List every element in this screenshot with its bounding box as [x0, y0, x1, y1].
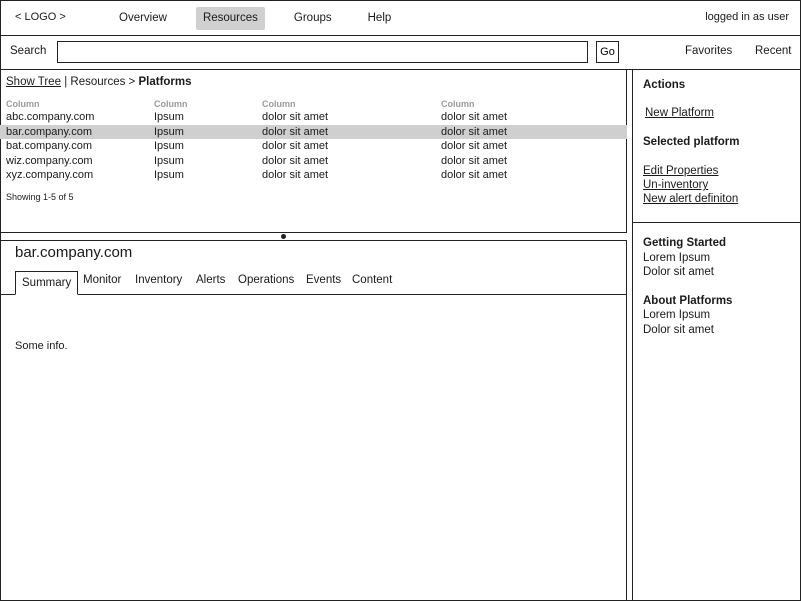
resource-list-panel: [0, 70, 627, 233]
table-cell: dolor sit amet: [262, 154, 329, 167]
summary-content: Some info.: [15, 340, 68, 352]
nav-overview[interactable]: Overview: [119, 12, 167, 24]
top-navigation-bar: [0, 0, 801, 36]
table-row[interactable]: [0, 110, 627, 125]
actions-heading: Actions: [643, 79, 686, 91]
getting-started-line: Dolor sit amet: [643, 266, 714, 278]
tab-monitor[interactable]: Monitor: [83, 274, 122, 286]
column-header[interactable]: Column: [262, 99, 296, 109]
table-cell: dolor sit amet: [262, 111, 329, 123]
un-inventory-link[interactable]: Un-inventory: [643, 179, 709, 191]
tab-alerts[interactable]: Alerts: [196, 274, 226, 286]
edit-properties-link[interactable]: Edit Properties: [643, 165, 719, 177]
table-header-row: [0, 98, 627, 110]
search-bar: [0, 36, 801, 70]
recent-link[interactable]: Recent: [755, 45, 792, 57]
detail-tabs: [0, 271, 626, 295]
logo[interactable]: < LOGO >: [15, 11, 66, 23]
show-tree-link[interactable]: Show Tree: [6, 76, 61, 88]
about-platforms-line: Dolor sit amet: [643, 324, 714, 336]
table-cell: bar.company.com: [0, 125, 154, 140]
table-row[interactable]: [0, 154, 627, 169]
about-platforms-line: Lorem Ipsum: [643, 309, 711, 321]
selected-platform-heading: Selected platform: [643, 136, 740, 148]
search-label: Search: [10, 45, 47, 57]
table-cell: abc.company.com: [6, 111, 95, 123]
nav-groups[interactable]: Groups: [293, 12, 332, 24]
go-button[interactable]: Go: [596, 41, 619, 63]
new-platform-link[interactable]: New Platform: [645, 107, 715, 119]
table-cell: Ipsum: [154, 169, 184, 181]
breadcrumb-resources[interactable]: Resources >: [70, 76, 136, 88]
nav-help[interactable]: Help: [367, 12, 392, 24]
table-cell: Ipsum: [154, 140, 184, 152]
sidebar-divider: [633, 222, 801, 223]
table-cell: dolor sit amet: [262, 140, 329, 152]
table-cell: Ipsum: [154, 125, 262, 140]
platform-table: [0, 98, 627, 183]
table-cell: dolor sit amet: [441, 154, 508, 167]
table-row[interactable]: [0, 139, 627, 154]
column-header[interactable]: Column: [154, 99, 188, 109]
about-platforms-heading: About Platforms: [643, 295, 733, 307]
table-cell: xyz.company.com: [6, 169, 94, 181]
detail-panel: [0, 240, 627, 601]
table-cell: Ipsum: [154, 154, 184, 167]
tab-inventory[interactable]: Inventory: [135, 274, 183, 286]
getting-started-heading: Getting Started: [643, 237, 727, 249]
tab-events[interactable]: Events: [306, 274, 342, 286]
tab-content[interactable]: Content: [352, 274, 393, 286]
column-header[interactable]: Column: [6, 99, 40, 109]
tab-operations[interactable]: Operations: [238, 274, 295, 286]
table-cell: dolor sit amet: [441, 111, 508, 123]
search-input[interactable]: [57, 41, 588, 63]
main-nav: [112, 7, 420, 30]
getting-started-line: Lorem Ipsum: [643, 252, 711, 264]
table-cell: wiz.company.com: [6, 154, 93, 167]
breadcrumb: [6, 76, 192, 88]
column-header[interactable]: Column: [441, 99, 475, 109]
logged-in-user: logged in as user: [705, 11, 789, 23]
pagination-status: Showing 1-5 of 5: [6, 192, 74, 202]
breadcrumb-separator: |: [64, 76, 68, 88]
table-cell: dolor sit amet: [441, 169, 508, 181]
splitter-handle[interactable]: [281, 234, 286, 239]
favorites-link[interactable]: Favorites: [685, 45, 733, 57]
tab-summary[interactable]: Summary: [15, 271, 78, 295]
table-cell: dolor sit amet: [441, 125, 627, 140]
breadcrumb-current: Platforms: [138, 76, 192, 88]
table-cell: Ipsum: [154, 111, 184, 123]
table-row-selected[interactable]: [0, 125, 627, 140]
detail-title: bar.company.com: [15, 244, 133, 261]
nav-resources[interactable]: Resources: [196, 7, 265, 30]
new-alert-definition-link[interactable]: New alert definiton: [643, 193, 739, 205]
table-cell: bat.company.com: [6, 140, 93, 152]
table-row[interactable]: [0, 168, 627, 183]
table-cell: dolor sit amet: [262, 169, 329, 181]
right-sidebar: [632, 70, 801, 601]
table-cell: dolor sit amet: [441, 140, 508, 152]
table-cell: dolor sit amet: [262, 125, 441, 140]
